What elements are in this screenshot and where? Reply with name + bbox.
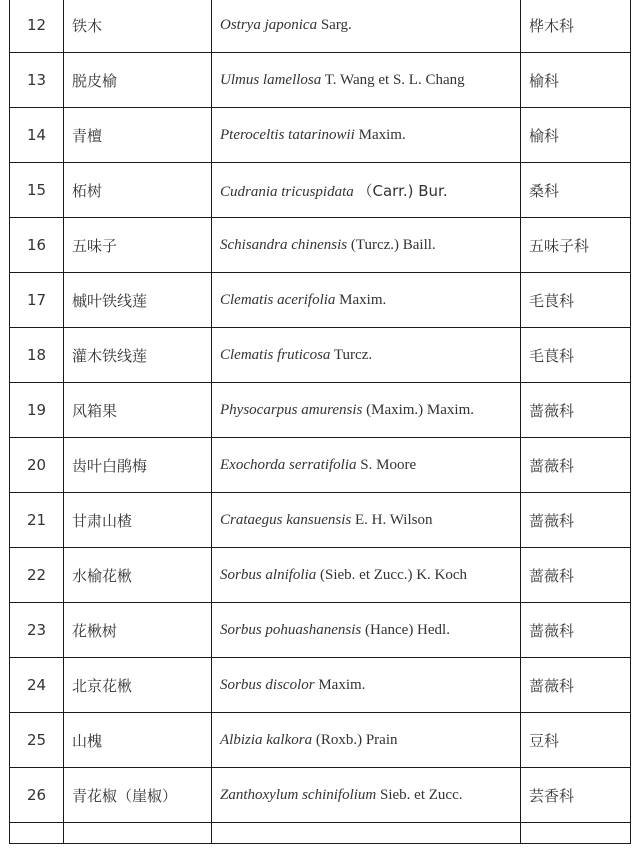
scientific-name bbox=[212, 713, 521, 768]
scientific-name-empty bbox=[212, 823, 521, 844]
scientific-name bbox=[212, 438, 521, 493]
author-citation: (Hance) Hedl. bbox=[365, 621, 450, 638]
row-number: 24 bbox=[10, 658, 64, 713]
author-citation: Maxim. bbox=[339, 291, 387, 308]
genus-species: Exochorda serratifolia bbox=[220, 456, 357, 473]
scientific-name bbox=[212, 768, 521, 823]
scientific-name bbox=[212, 548, 521, 603]
genus-species: Crataegus kansuensis bbox=[220, 511, 352, 528]
family-name: 蔷薇科 bbox=[521, 493, 631, 548]
row-number: 23 bbox=[10, 603, 64, 658]
chinese-name: 山槐 bbox=[64, 713, 212, 768]
table-row bbox=[10, 548, 631, 603]
chinese-name: 脱皮榆 bbox=[64, 53, 212, 108]
family-name: 桑科 bbox=[521, 163, 631, 218]
author-citation: (Turcz.) Baill. bbox=[350, 236, 436, 253]
author-citation: Maxim. bbox=[318, 676, 366, 693]
family-name: 蔷薇科 bbox=[521, 603, 631, 658]
genus-species: Clematis acerifolia bbox=[220, 291, 336, 308]
genus-species: Physocarpus amurensis bbox=[220, 401, 363, 418]
scientific-name bbox=[212, 108, 521, 163]
scientific-name bbox=[212, 0, 521, 53]
family-name: 蔷薇科 bbox=[521, 383, 631, 438]
chinese-name: 青花椒（崖椒） bbox=[64, 768, 212, 823]
genus-species: Ulmus lamellosa bbox=[220, 71, 322, 88]
scientific-name bbox=[212, 328, 521, 383]
author-citation: Turcz. bbox=[333, 346, 373, 363]
row-number: 16 bbox=[10, 218, 64, 273]
chinese-name: 花楸树 bbox=[64, 603, 212, 658]
row-number: 13 bbox=[10, 53, 64, 108]
scientific-name bbox=[212, 218, 521, 273]
row-number: 21 bbox=[10, 493, 64, 548]
chinese-name: 青檀 bbox=[64, 108, 212, 163]
genus-species: Sorbus alnifolia bbox=[220, 566, 317, 583]
chinese-name: 槭叶铁线莲 bbox=[64, 273, 212, 328]
table-row bbox=[10, 328, 631, 383]
family-name: 豆科 bbox=[521, 713, 631, 768]
scientific-name bbox=[212, 658, 521, 713]
author-citation: (Sieb. et Zucc.) K. Koch bbox=[320, 566, 468, 583]
genus-species: Albizia kalkora bbox=[220, 731, 313, 748]
scientific-name bbox=[212, 603, 521, 658]
row-number: 18 bbox=[10, 328, 64, 383]
genus-species: Sorbus discolor bbox=[220, 676, 315, 693]
scientific-name bbox=[212, 383, 521, 438]
chinese-name: 五味子 bbox=[64, 218, 212, 273]
row-number: 26 bbox=[10, 768, 64, 823]
table-row bbox=[10, 383, 631, 438]
table-row bbox=[10, 768, 631, 823]
family-name: 蔷薇科 bbox=[521, 658, 631, 713]
author-citation: Sarg. bbox=[320, 16, 352, 33]
row-number: 17 bbox=[10, 273, 64, 328]
chinese-name: 甘肃山楂 bbox=[64, 493, 212, 548]
author-citation: （Carr.) Bur. bbox=[357, 181, 448, 200]
row-number: 20 bbox=[10, 438, 64, 493]
scientific-name bbox=[212, 53, 521, 108]
table-row bbox=[10, 53, 631, 108]
row-number: 12 bbox=[10, 0, 64, 53]
chinese-name-empty bbox=[64, 823, 212, 844]
chinese-name: 北京花楸 bbox=[64, 658, 212, 713]
family-name: 五味子科 bbox=[521, 218, 631, 273]
family-name: 蔷薇科 bbox=[521, 438, 631, 493]
table-row bbox=[10, 713, 631, 768]
family-name: 毛茛科 bbox=[521, 273, 631, 328]
chinese-name: 风箱果 bbox=[64, 383, 212, 438]
genus-species: Ostrya japonica bbox=[220, 16, 318, 33]
table-row bbox=[10, 603, 631, 658]
author-citation: S. Moore bbox=[360, 456, 417, 473]
chinese-name: 柘树 bbox=[64, 163, 212, 218]
species-table-body bbox=[10, 0, 631, 844]
chinese-name: 铁木 bbox=[64, 0, 212, 53]
table-row bbox=[10, 493, 631, 548]
table-row bbox=[10, 658, 631, 713]
table-row bbox=[10, 0, 631, 53]
genus-species: Zanthoxylum schinifolium bbox=[220, 786, 377, 803]
genus-species: Schisandra chinensis bbox=[220, 236, 348, 253]
family-name-empty bbox=[521, 823, 631, 844]
table-row bbox=[10, 218, 631, 273]
genus-species: Cudrania tricuspidata bbox=[220, 183, 354, 200]
family-name: 榆科 bbox=[521, 108, 631, 163]
row-number: 14 bbox=[10, 108, 64, 163]
scientific-name bbox=[212, 273, 521, 328]
family-name: 蔷薇科 bbox=[521, 548, 631, 603]
family-name: 桦木科 bbox=[521, 0, 631, 53]
family-name: 榆科 bbox=[521, 53, 631, 108]
table-row-partial bbox=[10, 823, 631, 844]
species-table bbox=[9, 0, 631, 844]
row-number: 22 bbox=[10, 548, 64, 603]
row-number: 15 bbox=[10, 163, 64, 218]
author-citation: T. Wang et S. L. Chang bbox=[324, 71, 465, 88]
genus-species: Pteroceltis tatarinowii bbox=[220, 126, 355, 143]
chinese-name: 齿叶白鹃梅 bbox=[64, 438, 212, 493]
scientific-name bbox=[212, 163, 521, 218]
chinese-name: 水榆花楸 bbox=[64, 548, 212, 603]
table-row bbox=[10, 438, 631, 493]
author-citation: E. H. Wilson bbox=[355, 511, 433, 528]
author-citation: (Roxb.) Prain bbox=[315, 731, 398, 748]
author-citation: Maxim. bbox=[358, 126, 406, 143]
row-number: 19 bbox=[10, 383, 64, 438]
scientific-name bbox=[212, 493, 521, 548]
genus-species: Clematis fruticosa bbox=[220, 346, 331, 363]
table-row bbox=[10, 163, 631, 218]
table-row bbox=[10, 108, 631, 163]
genus-species: Sorbus pohuashanensis bbox=[220, 621, 362, 638]
table-row bbox=[10, 273, 631, 328]
row-number: 25 bbox=[10, 713, 64, 768]
author-citation: (Maxim.) Maxim. bbox=[366, 401, 475, 418]
family-name: 芸香科 bbox=[521, 768, 631, 823]
chinese-name: 灌木铁线莲 bbox=[64, 328, 212, 383]
row-number-empty bbox=[10, 823, 64, 844]
family-name: 毛茛科 bbox=[521, 328, 631, 383]
author-citation: Sieb. et Zucc. bbox=[380, 786, 463, 803]
